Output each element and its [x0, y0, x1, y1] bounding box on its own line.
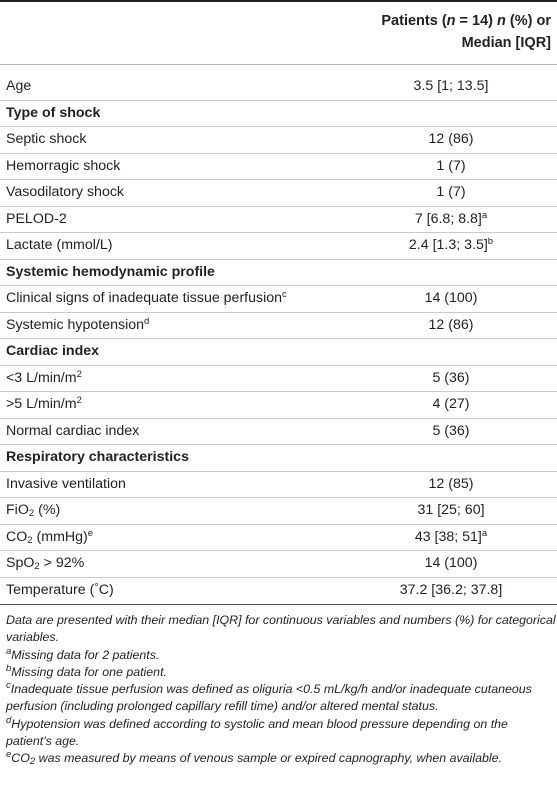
footnote-a: $^a$Missing data for 2 patients. [6, 645, 160, 662]
table-top-rule [0, 0, 557, 2]
row-value: 14 (100) [424, 290, 478, 306]
table-row [0, 551, 557, 578]
row-label: PELOD-2 [6, 210, 67, 227]
row-label: Hemorragic shock [6, 157, 121, 174]
footnote-general: Data are presented with their median [IQR] for continuous variables and numbers (%) for categorical variables. [6, 613, 556, 645]
row-value: 43 [38; 51]$^a$ [414, 527, 488, 545]
table-row [0, 392, 557, 419]
table-row [0, 472, 557, 499]
row-label: Age [6, 78, 32, 94]
column-header [300, 10, 557, 54]
table-row [0, 313, 557, 340]
table-row [0, 366, 557, 393]
table-bottom-rule [0, 604, 557, 605]
row-label: Systemic hypotension$^d$ [6, 315, 150, 333]
table-row [0, 233, 557, 260]
row-label: Temperature (°C) [6, 581, 114, 598]
section-header-row [0, 445, 557, 472]
table-row [0, 286, 557, 313]
table-row [0, 180, 557, 207]
row-label: >5 $L/\min/m^2$ [6, 395, 82, 412]
row-label: Septic shock [6, 131, 87, 147]
row-value: 12 (86) [428, 131, 474, 147]
row-value: 31 [25; 60] [417, 502, 485, 518]
table-row [0, 207, 557, 234]
row-value: 3.5 [1; 13.5] [413, 78, 489, 94]
section-header-row [0, 339, 557, 366]
section-header-row [0, 260, 557, 287]
row-label: Clinical signs of inadequate tissue perfusion$^c$ [6, 289, 287, 306]
table-row [0, 74, 557, 101]
row-value: 5 (36) [432, 369, 470, 386]
section-header-row [0, 101, 557, 128]
table-row [0, 419, 557, 446]
table-row [0, 498, 557, 525]
footnote-b: $^b$Missing data for one patient. [6, 662, 167, 679]
row-value: 14 (100) [424, 555, 478, 571]
row-label: Invasive ventilation [6, 475, 126, 492]
row-label: <3 $L/\min/m^2$ [6, 368, 82, 386]
footnote-c: $^c$Inadequate tissue perfusion was defined as oliguria <0.5 mL/kg/h and/or inadequate cutaneous perfusion (including prolonged capillary refill time) and/or altered mental status. [6, 680, 532, 714]
row-label: Lactate (mmol/L) [6, 237, 113, 253]
section-label: Type of shock [6, 104, 101, 121]
row-value: 4 (27) [432, 396, 470, 412]
column-header-line2: Median [IQR] [461, 35, 551, 51]
footnote-d: $^d$Hypotension was defined according to systolic and mean blood pressure depending on the patient's age. [6, 714, 508, 749]
row-value: 12 (86) [428, 316, 474, 333]
row-value: 1 (7) [436, 157, 466, 174]
row-value: 7 [6.8; 8.8]$^a$ [414, 209, 488, 227]
footnote-e: $^eCO_2$ was measured by means of venous sample or expired capnography, when available. [6, 749, 502, 768]
table-row [0, 154, 557, 181]
table-row [0, 525, 557, 552]
row-value: 37.2 [36.2; 37.8] [399, 581, 503, 598]
section-label: Respiratory characteristics [6, 449, 189, 465]
row-label: Vasodilatory shock [6, 184, 125, 200]
row-label: Normal cardiac index [6, 422, 140, 439]
section-label: Cardiac index [6, 343, 100, 359]
row-value: 5 (36) [432, 422, 470, 439]
footnotes [6, 612, 557, 768]
section-label: Systemic hemodynamic profile [6, 263, 215, 280]
row-value: 12 (85) [428, 475, 474, 492]
column-header-line1: Patients (n = 14) n (%) or [381, 13, 551, 29]
row-value: 1 (7) [436, 184, 466, 200]
row-label: FiO$_2$ (%) [6, 502, 61, 519]
row-label: SpO$_2$ > 92% [6, 555, 85, 572]
row-label: $CO_2$ (mmHg)$^e$ [6, 527, 94, 546]
table-row [0, 127, 557, 154]
row-value: 2.4 [1.3; 3.5]$^b$ [408, 236, 494, 253]
table-row [0, 578, 557, 605]
header-rule [0, 64, 557, 65]
